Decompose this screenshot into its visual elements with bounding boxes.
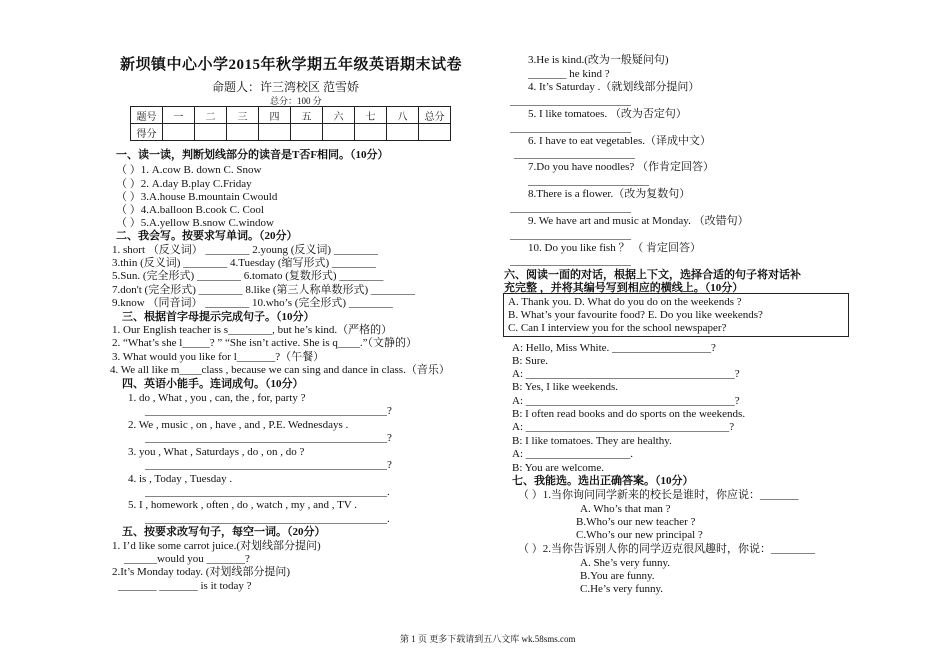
s7-option: C.He’s very funny. <box>580 583 663 595</box>
s4-answer-line[interactable]: ____________________________________________? <box>145 432 392 444</box>
score-cell: 二 <box>195 107 227 124</box>
dialogue-line: B: I like tomatoes. They are healthy. <box>512 435 672 447</box>
section-1-heading: 一、读一读，判断划线部分的读音是T否F相同。（10分） <box>116 149 389 161</box>
section-7-heading: 七、我能选。选出正确答案。（10分） <box>512 475 694 487</box>
s6-option: C. Can I interview you for the school newspaper? <box>508 322 727 334</box>
s5-answer[interactable]: _______ he kind ? <box>528 68 610 80</box>
section-5-heading: 五、按要求改写句子，每空一词。（20分） <box>122 526 326 538</box>
score-cell[interactable] <box>419 124 451 141</box>
s5-question: 6. I have to eat vegetables.（译成中文） <box>528 135 711 147</box>
s5-blank[interactable]: ______________________ <box>510 229 631 241</box>
dialogue-line: B: Sure. <box>512 355 549 367</box>
section-3-heading: 三、根据首字母提示完成句子。（10分） <box>122 311 315 323</box>
s7-question: （ ）1.当你询问同学新来的校长是谁时，你应说：_______ <box>518 489 799 501</box>
s4-question: 4. is , Today , Tuesday . <box>128 473 233 485</box>
s1-question: （ ）4.A.balloon B.cook C. Cool <box>116 204 264 216</box>
score-cell: 八 <box>387 107 419 124</box>
s7-option: A. Who’s that man ? <box>580 503 671 515</box>
dialogue-line[interactable]: A: _____________________________________? <box>512 421 735 433</box>
s1-question: （ ）2. A.day B.play C.Friday <box>116 178 252 190</box>
s3-question: 2. “What’s she l_____? ” “She isn’t active. She is q____.”（文静的） <box>112 337 417 349</box>
s5-blank[interactable]: ______________________ <box>510 95 631 107</box>
score-cell[interactable] <box>323 124 355 141</box>
s5-answer[interactable]: ______would you _______? <box>124 553 250 565</box>
score-cell: 七 <box>355 107 387 124</box>
s5-question: 8.There is a flower.（改为复数句） <box>528 188 691 200</box>
score-cell[interactable] <box>259 124 291 141</box>
s5-blank[interactable]: ______________________ <box>510 122 631 134</box>
s4-question: 5. I , homework , often , do , watch , my , and , TV . <box>128 499 358 511</box>
s3-question: 1. Our English teacher is s________, but he’s kind.（严格的） <box>112 324 393 336</box>
s2-question: 7.don't (完全形式) ________ 8.like (第三人称单数形式) ________ <box>112 284 415 296</box>
score-cell: 六 <box>323 107 355 124</box>
s5-answer[interactable]: _______ _______ is it today ? <box>118 580 252 592</box>
section-6-heading: 六、阅读一面的对话，根据上下文，选择合适的句子将对话补 <box>504 269 801 281</box>
s5-blank[interactable]: ______________________ <box>510 202 631 214</box>
s4-question: 2. We , music , on , have , and , P.E. Wednesdays . <box>128 419 349 431</box>
s5-question: 3.He is kind.(改为一般疑问句) <box>528 54 669 66</box>
s2-question: 1. short （反义词） ________ 2.young (反义词) ________ <box>112 244 378 256</box>
dialogue-line[interactable]: A: ______________________________________? <box>512 395 740 407</box>
s7-option: C.Who’s our new principal ? <box>576 529 703 541</box>
dialogue-line[interactable]: A: Hello, Miss White. __________________? <box>512 342 716 354</box>
s3-question: 4. We all like m____class , because we can sing and dance in class.（音乐） <box>110 364 450 376</box>
s2-question: 9.know （同音词） ________ 10.who’s (完全形式) ________ <box>112 297 393 309</box>
page-title: 新坝镇中心小学2015年秋学期五年级英语期末试卷 <box>120 57 463 73</box>
author-line: 命题人：许三湾校区 范雪娇 <box>212 80 360 94</box>
s4-question: 3. you , What , Saturdays , do , on , do ? <box>128 446 305 458</box>
score-cell: 总分 <box>419 107 451 124</box>
dialogue-line: B: I often read books and do sports on the weekends. <box>512 408 746 420</box>
score-cell[interactable] <box>387 124 419 141</box>
s1-question: （ ）1. A.cow B. down C. Snow <box>116 164 262 176</box>
score-cell: 四 <box>259 107 291 124</box>
s5-question: 1. I’d like some carrot juice.(对划线部分提问) <box>112 540 321 552</box>
total-score: 总分：100 分 <box>270 96 322 106</box>
score-cell[interactable] <box>195 124 227 141</box>
score-cell[interactable] <box>355 124 387 141</box>
score-row-values <box>131 124 451 141</box>
score-cell: 五 <box>291 107 323 124</box>
dialogue-line: B: You are welcome. <box>512 462 604 474</box>
s7-question: （ ）2.当你告诉别人你的同学迈克很风趣时，你说：________ <box>518 543 815 555</box>
s7-option: A. She’s very funny. <box>580 557 671 569</box>
s5-question: 4. It’s Saturday .（就划线部分提问） <box>528 81 700 93</box>
score-row-header <box>131 107 451 124</box>
s1-question: （ ）3.A.house B.mountain Cwould <box>116 191 278 203</box>
score-cell[interactable] <box>291 124 323 141</box>
s5-blank[interactable]: ______________________ <box>514 148 635 160</box>
score-cell[interactable] <box>227 124 259 141</box>
score-cell: 得分 <box>131 124 163 141</box>
s1-question: （ ）5.A.yellow B.snow C.window <box>116 217 274 229</box>
section-4-heading: 四、英语小能手。连词成句。（10分） <box>122 378 304 390</box>
page-footer: 第 1 页 更多下载请到五八文库 wk.58sms.com <box>400 634 576 644</box>
s7-option: B.You are funny. <box>580 570 655 582</box>
dialogue-line[interactable]: A: ___________________. <box>512 448 633 460</box>
s5-blank[interactable]: ______________________ <box>528 175 649 187</box>
section-6-heading: 充完整 ，并将其编号写到相应的横线上。（10分） <box>504 282 744 294</box>
s2-question: 5.Sun. (完全形式) ________ 6.tomato (复数形式) ________ <box>112 270 384 282</box>
s4-answer-line[interactable]: ____________________________________________? <box>145 459 392 471</box>
s5-question: 10. Do you like fish ？ （ 肯定回答） <box>528 242 701 254</box>
score-cell: 一 <box>163 107 195 124</box>
s6-option: A. Thank you. D. What do you do on the weekends ? <box>508 296 742 308</box>
s5-question: 7.Do you have noodles? （作肯定回答） <box>528 161 715 173</box>
s6-option: B. What’s your favourite food? E. Do you like weekends? <box>508 309 763 321</box>
s2-question: 3.thin (反义词) ________ 4.Tuesday (缩写形式) ________ <box>112 257 376 269</box>
s7-option: B.Who’s our new teacher ? <box>576 516 696 528</box>
dialogue-line: B: Yes, I like weekends. <box>512 381 619 393</box>
s5-question: 5. I like tomatoes. （改为否定句） <box>528 108 687 120</box>
section-2-heading: 二、我会写。按要求写单词。（20分） <box>116 230 298 242</box>
s5-blank[interactable]: ______________________ <box>510 255 631 267</box>
score-table <box>130 106 451 141</box>
s5-question: 2.It’s Monday today. (对划线部分提问) <box>112 566 291 578</box>
s3-question: 3. What would you like for l_______?（午餐） <box>112 351 325 363</box>
s4-answer-line[interactable]: ____________________________________________? <box>145 405 392 417</box>
dialogue-line[interactable]: A: ______________________________________? <box>512 368 740 380</box>
score-cell: 三 <box>227 107 259 124</box>
s5-question: 9. We have art and music at Monday. （改错句） <box>528 215 749 227</box>
s4-question: 1. do , What , you , can, the , for, party ? <box>128 392 306 404</box>
score-cell[interactable] <box>163 124 195 141</box>
s4-answer-line[interactable]: ____________________________________________. <box>145 513 390 525</box>
s4-answer-line[interactable]: ____________________________________________. <box>145 486 390 498</box>
score-cell: 题号 <box>131 107 163 124</box>
